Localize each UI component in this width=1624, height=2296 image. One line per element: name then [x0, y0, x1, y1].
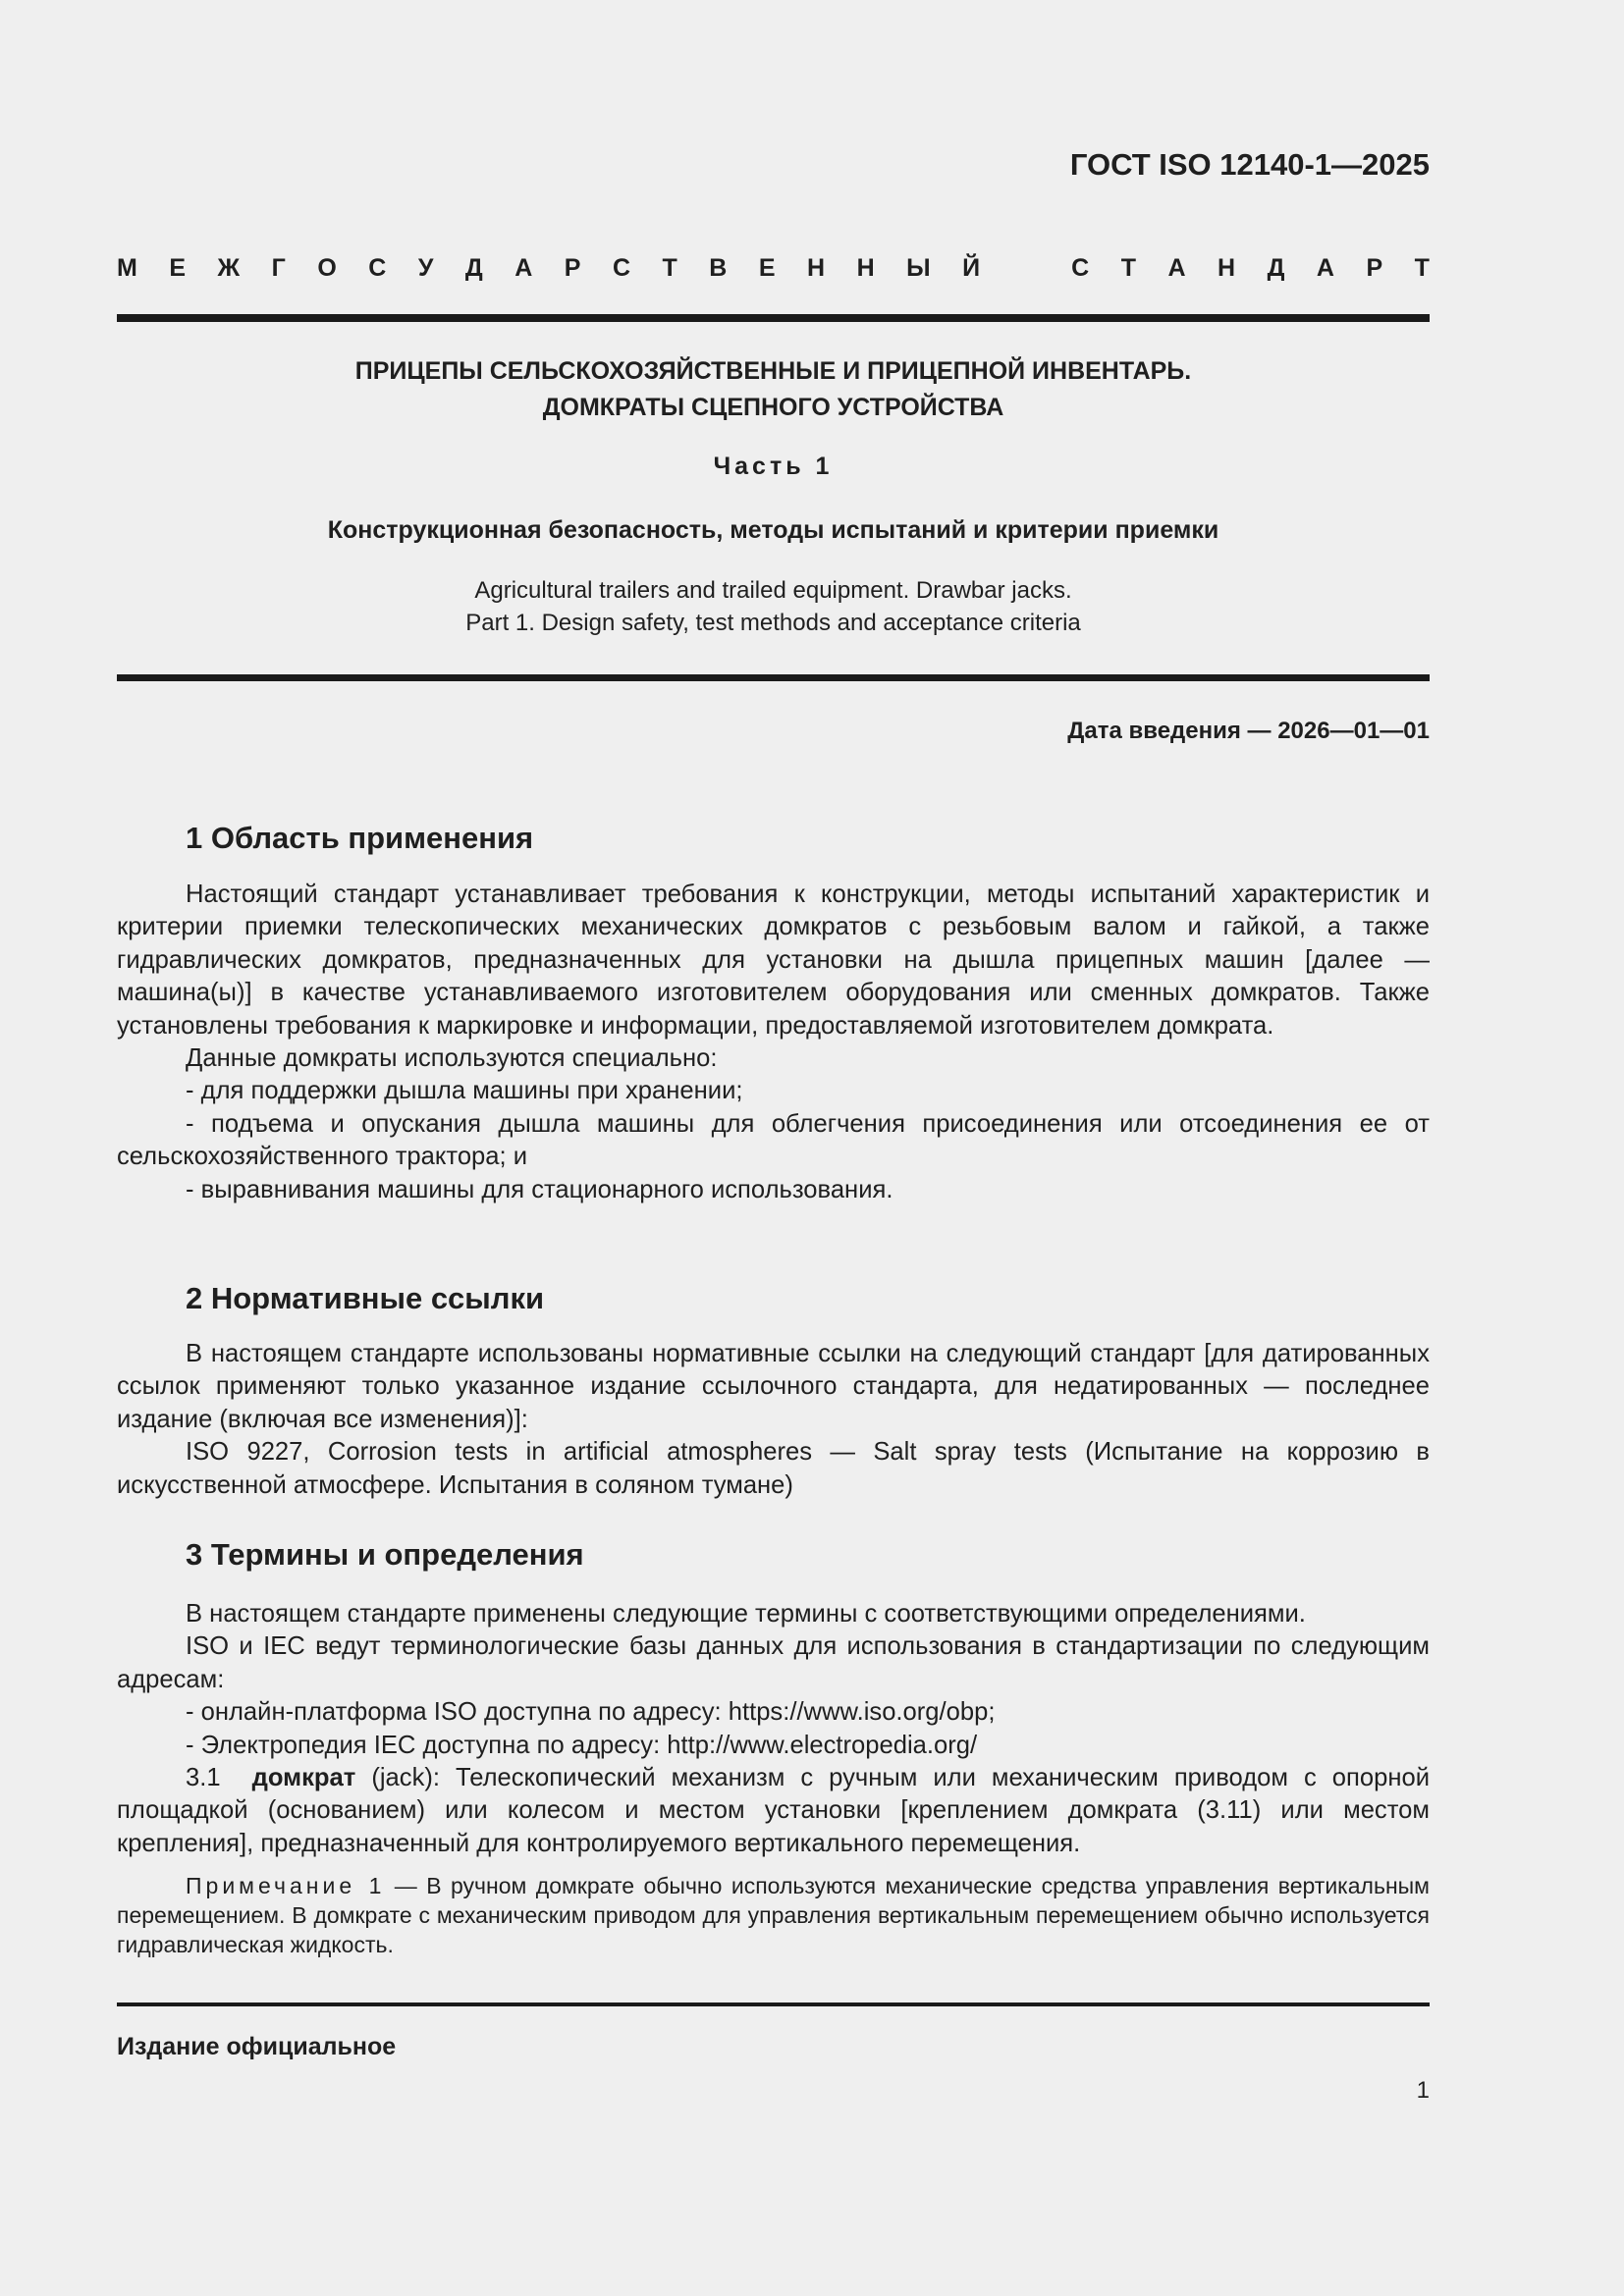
note-label: Примечание 1 — [186, 1873, 386, 1898]
banner-letter: У — [417, 254, 434, 282]
list-item: - Электропедия IEC доступна по адресу: http://www.electropedia.org/ — [186, 1731, 978, 1759]
paragraph: ISO и IEC ведут терминологические базы данных для использования в стандартизации по следующим адресам: — [117, 1632, 1430, 1693]
paragraph: Данные домкраты используются специально: — [186, 1044, 718, 1073]
term-definition — [117, 1762, 1430, 1860]
title-divider — [117, 674, 1430, 681]
banner-letter: Н — [807, 254, 826, 282]
document-title — [117, 353, 1430, 426]
title-line-2: ДОМКРАТЫ СЦЕПНОГО УСТРОЙСТВА — [542, 394, 1004, 421]
banner-letter: С — [612, 254, 631, 282]
standard-type-banner — [117, 251, 1430, 285]
banner-letter: Т — [1120, 254, 1136, 282]
part-label: Часть 1 — [713, 453, 834, 480]
section-2-body — [117, 1338, 1430, 1502]
paragraph: Настоящий стандарт устанавливает требования к конструкции, методы испытаний характеристик и критерии приемки телескопических механических домкратов с резьбовым валом и гайкой, а также гидравлических домкратов, предназначенных для установки на дышла прицепных машин [далее — машина(ы)] в качестве устанавливаемого изготовителем оборудования или сменных домкратов. Также установлены требования к маркировке и информации, предоставляемой изготовителем домкрата. — [117, 881, 1430, 1040]
banner-letter: Р — [1366, 254, 1383, 282]
banner-letter: Р — [564, 254, 581, 282]
section-3-heading: 3 Термины и определения — [186, 1537, 584, 1572]
page-number: 1 — [1416, 2077, 1430, 2104]
banner-letter: С — [1071, 254, 1090, 282]
standard-code: ГОСТ ISO 12140-1—2025 — [1069, 147, 1430, 182]
section-3-body — [117, 1598, 1430, 1860]
title-line-1: ПРИЦЕПЫ СЕЛЬСКОХОЗЯЙСТВЕННЫЕ И ПРИЦЕПНОЙ ИНВЕНТАРЬ. — [354, 357, 1192, 385]
english-title-line-1: Agricultural trailers and trailed equipment. Drawbar jacks. — [474, 577, 1072, 604]
term-name: домкрат — [251, 1764, 356, 1792]
official-edition-label: Издание официальное — [117, 2033, 397, 2060]
banner-letter: Й — [962, 254, 981, 282]
section-2-heading: 2 Нормативные ссылки — [186, 1281, 545, 1315]
list-item: - для поддержки дышла машины при хранении; — [186, 1077, 743, 1105]
banner-letter: А — [1316, 254, 1334, 282]
banner-letter: Н — [1218, 254, 1236, 282]
term-text: (jack): Телескопический механизм с ручным или механическим приводом с опорной площадкой (основанием) или колесом и местом установки [креплением домкрата (3.11) или местом крепления], предназначенный для контролируемого вертикального перемещения. — [117, 1764, 1430, 1857]
note-text: — В ручном домкрате обычно используются механические средства управления вертикальным перемещением. В домкрате с механическим приводом для управления вертикальным перемещением обычно используется гидравлическая жидкость. — [117, 1873, 1430, 1957]
list-item: - выравнивания машины для стационарного использования. — [186, 1175, 893, 1203]
paragraph: ISO 9227, Corrosion tests in artificial atmospheres — Salt spray tests (Испытание на коррозию в искусственной атмосфере. Испытания в соляном тумане) — [117, 1438, 1430, 1499]
document-subtitle: Конструкционная безопасность, методы испытаний и критерии приемки — [327, 516, 1219, 544]
introduction-date: Дата введения — 2026—01—01 — [1067, 718, 1430, 744]
term-number: 3.1 — [186, 1764, 221, 1792]
note — [117, 1871, 1430, 1959]
section-1-heading: 1 Область применения — [186, 821, 534, 855]
banner-letter: С — [368, 254, 387, 282]
list-item: - подъема и опускания дышла машины для облегчения присоединения или отсоединения ее от сельскохозяйственного трактора; и — [117, 1109, 1430, 1171]
banner-letter: Ж — [217, 254, 241, 282]
english-title-line-2: Part 1. Design safety, test methods and acceptance criteria — [465, 610, 1081, 636]
banner-letter: Е — [758, 254, 776, 282]
paragraph: В настоящем стандарте использованы нормативные ссылки на следующий стандарт [для датированных ссылок применяют только указанное издание ссылочного стандарта, для недатированных — последнее издание (включая все изменения)]: — [117, 1340, 1430, 1433]
footer-divider — [117, 2002, 1430, 2006]
banner-letter: Д — [464, 254, 483, 282]
banner-letter: А — [1167, 254, 1186, 282]
banner-letter: А — [514, 254, 533, 282]
banner-letter: Т — [1414, 254, 1430, 282]
banner-letter: Ы — [906, 254, 931, 282]
banner-gap — [1012, 251, 1040, 285]
banner-letter: Г — [271, 254, 286, 282]
banner-letter: Т — [662, 254, 677, 282]
paragraph: В настоящем стандарте применены следующие термины с соответствующими определениями. — [186, 1600, 1306, 1628]
list-item: - онлайн-платформа ISO доступна по адресу: https://www.iso.org/obp; — [186, 1698, 996, 1727]
banner-letter: Д — [1267, 254, 1285, 282]
banner-letter: Е — [169, 254, 187, 282]
section-1-body — [117, 879, 1430, 1206]
banner-letter: М — [117, 254, 137, 282]
banner-letter: В — [709, 254, 728, 282]
top-divider — [117, 314, 1430, 322]
banner-letter: О — [317, 254, 337, 282]
english-title — [117, 574, 1430, 639]
banner-letter: Н — [856, 254, 875, 282]
note-paragraph — [117, 1871, 1430, 1959]
